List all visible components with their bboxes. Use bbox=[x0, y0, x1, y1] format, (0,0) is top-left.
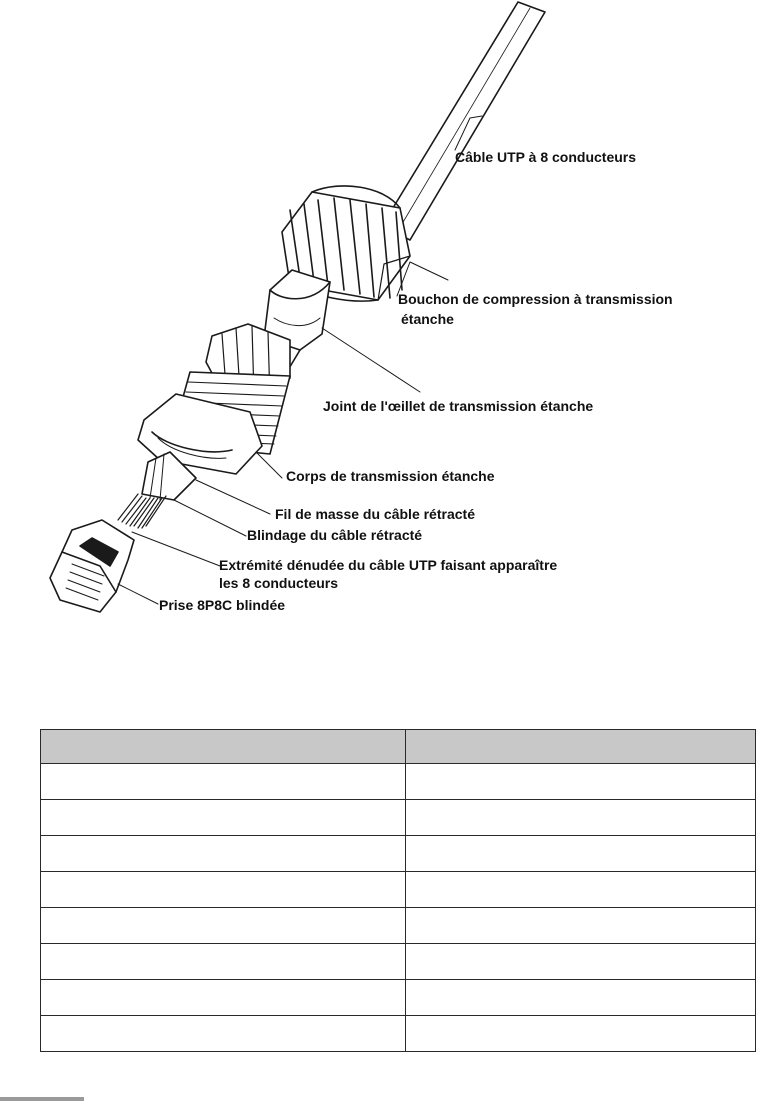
table-row bbox=[41, 944, 756, 980]
table-row bbox=[41, 836, 756, 872]
stripped-conductors bbox=[118, 494, 166, 528]
table-cell bbox=[406, 944, 756, 980]
table-cell bbox=[41, 764, 406, 800]
table-cell bbox=[41, 836, 406, 872]
table-row bbox=[41, 764, 756, 800]
label-utp-cable: Câble UTP à 8 conducteurs bbox=[455, 149, 637, 165]
table-cell bbox=[41, 980, 406, 1016]
table-cell bbox=[41, 872, 406, 908]
label-ground-wire: Fil de masse du câble rétracté bbox=[275, 506, 475, 522]
table-row bbox=[41, 980, 756, 1016]
table-row bbox=[41, 1016, 756, 1052]
label-body: Corps de transmission étanche bbox=[286, 468, 495, 484]
shielded-plug bbox=[50, 520, 134, 612]
label-stripped-end: Extrémité dénudée du câble UTP faisant apparaître bbox=[219, 557, 558, 573]
table-cell bbox=[406, 800, 756, 836]
table-cell bbox=[406, 872, 756, 908]
table-cell bbox=[41, 800, 406, 836]
table-header-row bbox=[41, 730, 756, 764]
label-compression-cap-line2: étanche bbox=[401, 311, 454, 327]
utp-cable bbox=[382, 2, 545, 240]
label-compression-cap: Bouchon de compression à transmission bbox=[398, 291, 673, 307]
table-header-cell bbox=[406, 730, 756, 764]
parts-table bbox=[40, 729, 756, 1052]
table-row bbox=[41, 872, 756, 908]
table-row bbox=[41, 908, 756, 944]
label-shield: Blindage du câble rétracté bbox=[247, 527, 423, 543]
label-grommet: Joint de l'œillet de transmission étanche bbox=[323, 398, 594, 414]
table-row bbox=[41, 800, 756, 836]
table-cell bbox=[406, 836, 756, 872]
table-cell bbox=[406, 980, 756, 1016]
label-stripped-end-line2: les 8 conducteurs bbox=[219, 575, 339, 591]
footer-rule bbox=[0, 1097, 84, 1101]
transmission-body bbox=[138, 324, 290, 474]
table-cell bbox=[41, 944, 406, 980]
table-cell bbox=[406, 908, 756, 944]
table-header-cell bbox=[41, 730, 406, 764]
table-cell bbox=[406, 1016, 756, 1052]
table-cell bbox=[406, 764, 756, 800]
table-cell bbox=[41, 1016, 406, 1052]
label-plug: Prise 8P8C blindée bbox=[159, 597, 286, 613]
table-cell bbox=[41, 908, 406, 944]
